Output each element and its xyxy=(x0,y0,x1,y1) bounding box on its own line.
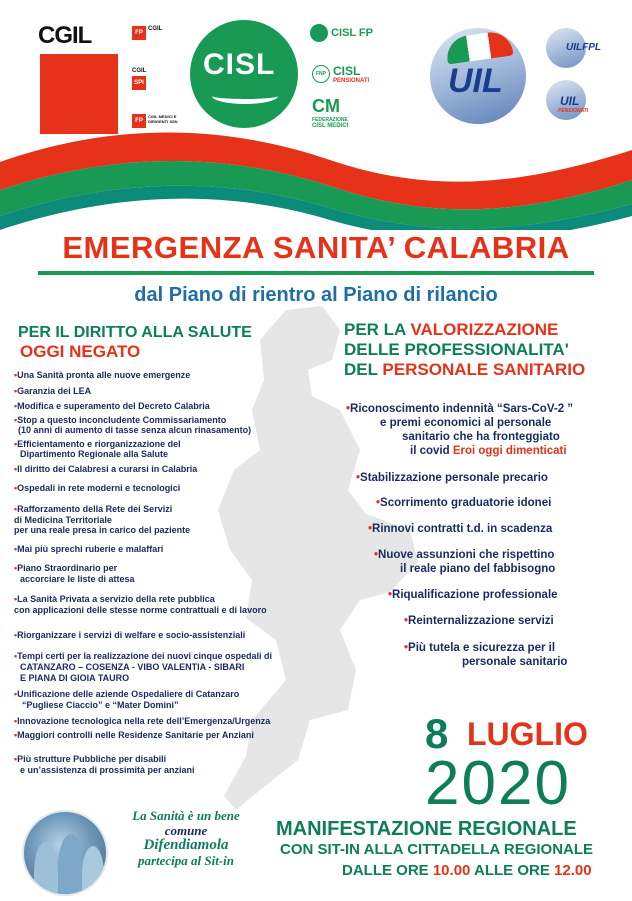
fnp-cisl-text: CISL xyxy=(333,64,361,78)
left-item-14: •Unificazione delle aziende Ospedaliere di Catanzaro xyxy=(14,689,240,699)
uil-logo-text: UIL xyxy=(448,62,503,100)
main-title: EMERGENZA SANITA’ CALABRIA xyxy=(62,230,570,265)
left-item-13b: CATANZARO – COSENZA - VIBO VALENTIA - SIBARI xyxy=(20,662,245,672)
right-item-1b: e premi economici al personale xyxy=(380,417,552,429)
left-heading-line1: PER IL DIRITTO ALLA SALUTE xyxy=(18,324,252,341)
slogan-line3: Difendiamola xyxy=(143,837,229,853)
healthcare-workers-photo xyxy=(22,810,108,896)
right-item-6: •Riqualificazione professionale xyxy=(388,589,558,601)
right-heading-line2: DELLE PROFESSIONALITA' xyxy=(344,340,569,359)
event-time: DALLE ORE 10.00 ALLE ORE 12.00 xyxy=(342,862,592,879)
cgil-fp-sub: CGIL xyxy=(148,26,163,32)
left-item-8c: per una reale presa in carico del paziente xyxy=(14,525,191,535)
right-item-1: •Riconoscimento indennità “Sars-CoV-2 ” xyxy=(346,403,574,415)
left-item-15: •Innovazione tecnologica nella rete dell’Emergenza/Urgenza xyxy=(14,716,271,726)
fnp-cisl-logo xyxy=(312,64,369,84)
cisl-fp-logo xyxy=(310,24,373,42)
cisl-medici-text: CISL MEDICI xyxy=(312,123,349,129)
worker-figure-1 xyxy=(34,842,58,896)
cisl-fp-dot xyxy=(310,24,328,42)
left-item-4: •Stop a questo inconcludente Commissariamento xyxy=(14,415,227,425)
right-item-7: •Reinternalizzazione servizi xyxy=(404,615,554,627)
left-item-8b: di Medicina Territoriale xyxy=(14,515,112,525)
left-item-16: •Maggiori controlli nelle Residenze Sanitarie per Anziani xyxy=(14,730,254,740)
cgil-medici-box: FP xyxy=(132,114,146,128)
uil-pensionati-sub: PENSIONATI xyxy=(558,108,589,114)
left-item-7: •Ospedali in rete moderni e tecnologici xyxy=(14,483,181,493)
left-heading xyxy=(18,323,252,361)
cgil-fp-box: FP xyxy=(132,26,146,40)
cisl-swoosh-icon xyxy=(212,88,278,104)
slogan-line4: partecipa al Sit-in xyxy=(137,853,235,868)
cgil-medici-sub: CGIL MEDICI E DIRIGENTI SSN xyxy=(148,114,178,124)
left-item-11b: con applicazioni delle stesse norme contrattuali e di lavoro xyxy=(14,605,267,615)
left-item-10: •Piano Straordinario per xyxy=(14,563,118,573)
cgil-spi-box: SPI xyxy=(132,76,146,90)
right-heading-line1: PER LA VALORIZZAZIONE xyxy=(344,320,559,339)
right-item-5b: il reale piano del fabbisogno xyxy=(400,563,556,575)
uilfpl-logo-text: UILFPL xyxy=(566,42,601,53)
left-item-3: •Modifica e superamento del Decreto Calabria xyxy=(14,401,210,411)
left-heading-line2: OGGI NEGATO xyxy=(20,342,141,361)
slogan xyxy=(112,808,260,868)
title-underline xyxy=(38,271,594,275)
fnp-sub-text: PENSIONATI xyxy=(333,78,370,84)
left-item-17b: e un’assistenza di prossimità per anziani xyxy=(20,765,195,775)
cgil-fp-logo xyxy=(132,26,162,40)
left-item-10b: accorciare le liste di attesa xyxy=(20,574,135,584)
right-item-1c: sanitario che ha fronteggiato xyxy=(402,431,560,443)
cgil-spi-logo xyxy=(132,68,146,90)
left-item-8: •Rafforzamento della Rete dei Servizi xyxy=(14,504,173,514)
cgil-logo-text: CGIL xyxy=(38,22,92,49)
cisl-logo-text: CISL xyxy=(203,48,276,81)
date-year: 2020 xyxy=(425,749,571,818)
left-item-2: •Garanzia dei LEA xyxy=(14,386,92,396)
cgil-spi-top: CGIL xyxy=(132,68,147,74)
slogan-line2: comune xyxy=(164,823,208,838)
right-item-8b: personale sanitario xyxy=(462,656,568,668)
right-item-2: •Stabilizzazione personale precario xyxy=(356,472,548,484)
right-item-8: •Più tutela e sicurezza per il xyxy=(404,642,556,654)
right-item-5: •Nuove assunzioni che rispettino xyxy=(374,549,555,561)
tricolor-waves xyxy=(0,120,632,230)
worker-figure-3 xyxy=(82,846,104,896)
right-item-3: •Scorrimento graduatorie idonei xyxy=(376,497,552,509)
left-item-6: •Il diritto dei Calabresi a curarsi in Calabria xyxy=(14,464,198,474)
left-item-13: •Tempi certi per la realizzazione dei nuovi cinque ospedali di xyxy=(14,651,273,661)
worker-figure-2 xyxy=(58,834,84,896)
left-item-17: •Più strutture Pubbliche per disabili xyxy=(14,754,167,764)
cisl-medici-mark: CM xyxy=(312,96,340,116)
left-item-11: •La Sanità Privata a servizio della rete pubblica xyxy=(14,594,215,604)
fnp-dot: FNP xyxy=(312,65,330,83)
slogan-line1: La Sanità è un bene xyxy=(132,808,240,823)
event-title: MANIFESTAZIONE REGIONALE xyxy=(276,818,577,840)
date-day: 8 xyxy=(425,710,449,757)
left-item-5b: Dipartimento Regionale alla Salute xyxy=(20,449,169,459)
event-location: CON SIT-IN ALLA CITTADELLA REGIONALE xyxy=(280,841,594,858)
left-item-9: •Mai più sprechi ruberie e malaffari xyxy=(14,544,164,554)
right-item-1d: il covid Eroi oggi dimenticati xyxy=(410,445,567,457)
right-heading-line3: DEL PERSONALE SANITARIO xyxy=(344,360,586,379)
left-item-13c: E PIANA DI GIOIA TAURO xyxy=(20,673,130,683)
right-heading xyxy=(344,320,585,380)
left-item-4-note: (10 anni di aumento di tasse senza alcun rinasamento) xyxy=(18,425,252,435)
cisl-fp-text: CISL FP xyxy=(331,27,373,39)
right-item-4: •Rinnovi contratti t.d. in scadenza xyxy=(368,523,553,535)
left-item-5: •Efficientamento e riorganizzazione del xyxy=(14,439,181,449)
cisl-medici-fed: FEDERAZIONE xyxy=(312,117,348,123)
left-item-12: •Riorganizzare i servizi di welfare e socio-assistenziali xyxy=(14,630,246,640)
uil-pensionati-logo-text: UIL xyxy=(560,94,580,108)
date-month: LUGLIO xyxy=(467,716,588,752)
left-item-1: •Una Sanità pronta alle nuove emergenze xyxy=(14,370,191,380)
left-item-14b: “Pugliese Ciaccio” e “Mater Domini” xyxy=(22,700,179,710)
subtitle: dal Piano di rientro al Piano di rilancio xyxy=(134,284,498,306)
